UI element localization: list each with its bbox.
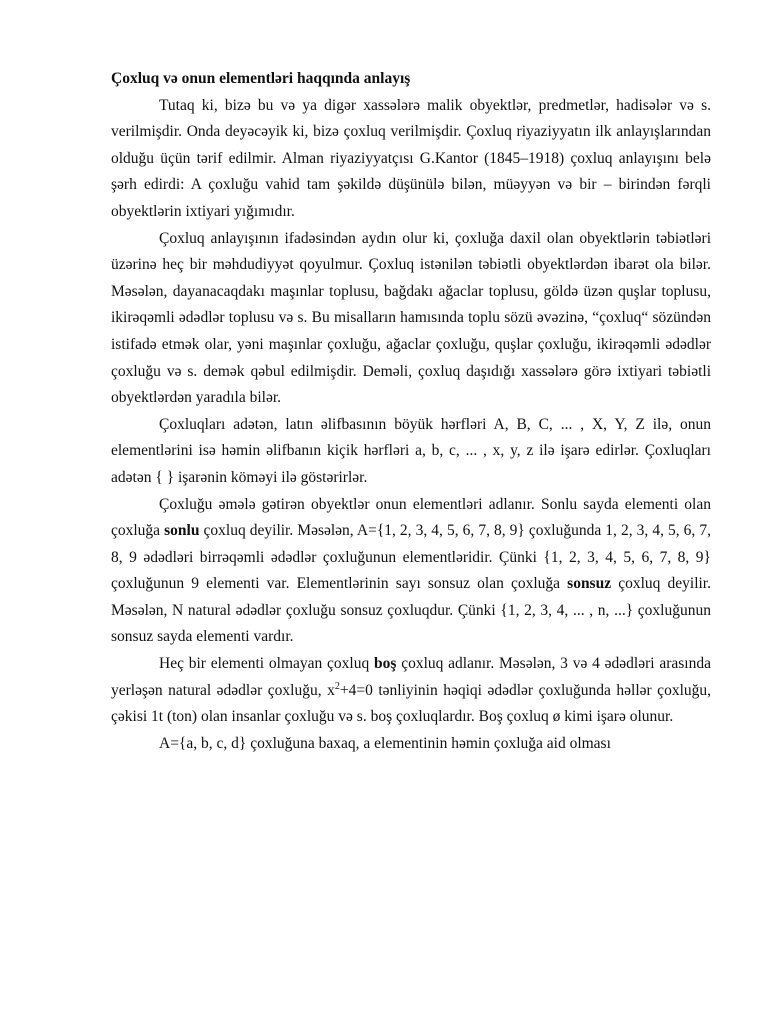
paragraph-4-part-1: Çoxluğu əmələ gətirən obyektlər onun elementləri adlanır. Sonlu sayda elementi olan çoxluğa [111,495,711,540]
term-infinite: sonsuz [567,575,612,593]
paragraph-4-part-2: çoxluq deyilir. Məsələn, A={1, 2, 3, 4, 5, 6, 7, 8, 9} çoxluğunda 1, 2, 3, 4, 5, 6, 7, 8, 9 ədədləri birrəqəmli ədədlər çoxluğunun elementləridir. Çünki {1, 2, 3, 4, 5, 6, 7, 8, 9} çoxluğunun 9 elementi var. Elementlərinin sayı sonsuz olan çoxluğa [111,522,711,593]
paragraph-5-part-1: Heç bir elementi olmayan çoxluq [159,655,375,673]
paragraph-5-part-3: +4=0 tənliyinin həqiqi ədədlər çoxluğunda həllər çoxluğu, çəkisi 1t (ton) olan insanlar çoxluğu və s. boş çoxluqlardır. Boş çoxluq ø kimi işarə olunur. [111,681,711,726]
paragraph-6: A={a, b, c, d} çoxluğuna baxaq, a elementinin həmin çoxluğa aid olması [159,734,611,752]
paragraph-4 [111,492,711,652]
paragraph-5 [111,651,711,731]
paragraph-1: Tutaq ki, bizə bu və ya digər xassələrə malik obyektlər, predmetlər, hadisələr və s. verilmişdir. Onda deyəcəyik ki, bizə çoxluq verilmişdir. Çoxluq riyaziyyatın ilk anlayışlarından olduğu üçün tərif edilmir. Alman riyaziyyatçısı G.Kantor (1845–1918) çoxluq anlayışını belə şərh edirdi: A çoxluğu vahid tam şəkildə düşünülə bilən, müəyyən və bir – birindən fərqli obyektlərin ixtiyari yığımıdır. [111,96,711,220]
document-title: Çoxluq və onun elementləri haqqında anlayış [111,70,411,87]
exponent: 2 [334,680,340,692]
paragraph-3: Çoxluqları adətən, latın əlifbasının böyük hərfləri A, B, C, ... , X, Y, Z ilə, onun elementlərini isə həmin əlifbanın kiçik hərfləri a, b, c, ... , x, y, z ilə işarə edirlər. Çoxluqları adətən { } işarənin köməyi ilə göstərirlər. [111,415,711,486]
term-empty: boş [374,655,397,673]
document-page [111,66,711,757]
paragraph-2: Çoxluq anlayışının ifadəsindən aydın olur ki, çoxluğa daxil olan obyektlərin təbiətləri üzərinə heç bir məhdudiyyət qoyulmur. Çoxluq istənilən təbiətli obyektlərdən ibarət ola bilər. Məsələn, dayanacaqdakı maşınlar toplusu, bağdakı ağaclar toplusu, göldə üzən quşlar toplusu, ikirəqəmli ədədlər toplusu və s. Bu misalların hamısında toplu sözü əvəzinə, “çoxluq“ sözündən istifadə etmək olar, yəni maşınlar çoxluğu, ağaclar çoxluğu, quşlar çoxluğu, ikirəqəmli ədədlər çoxluğu və s. demək qəbul edilmişdir. Deməli, çoxluq daşıdığı xassələrə görə ixtiyari təbiətli obyektlərdən yaradıla bilər. [111,229,711,407]
paragraph-5-part-2: çoxluq adlanır. Məsələn, 3 və 4 ədədləri arasında yerləşən natural ədədlər çoxluğu, x [111,655,711,699]
paragraph-4-part-3: çoxluq deyilir. Məsələn, N natural ədədlər çoxluğu sonsuz çoxluqdur. Çünki {1, 2, 3, 4, ... , n, ...} çoxluğunun sonsuz sayda elementi vardır. [111,575,711,646]
term-finite: sonlu [164,522,200,540]
